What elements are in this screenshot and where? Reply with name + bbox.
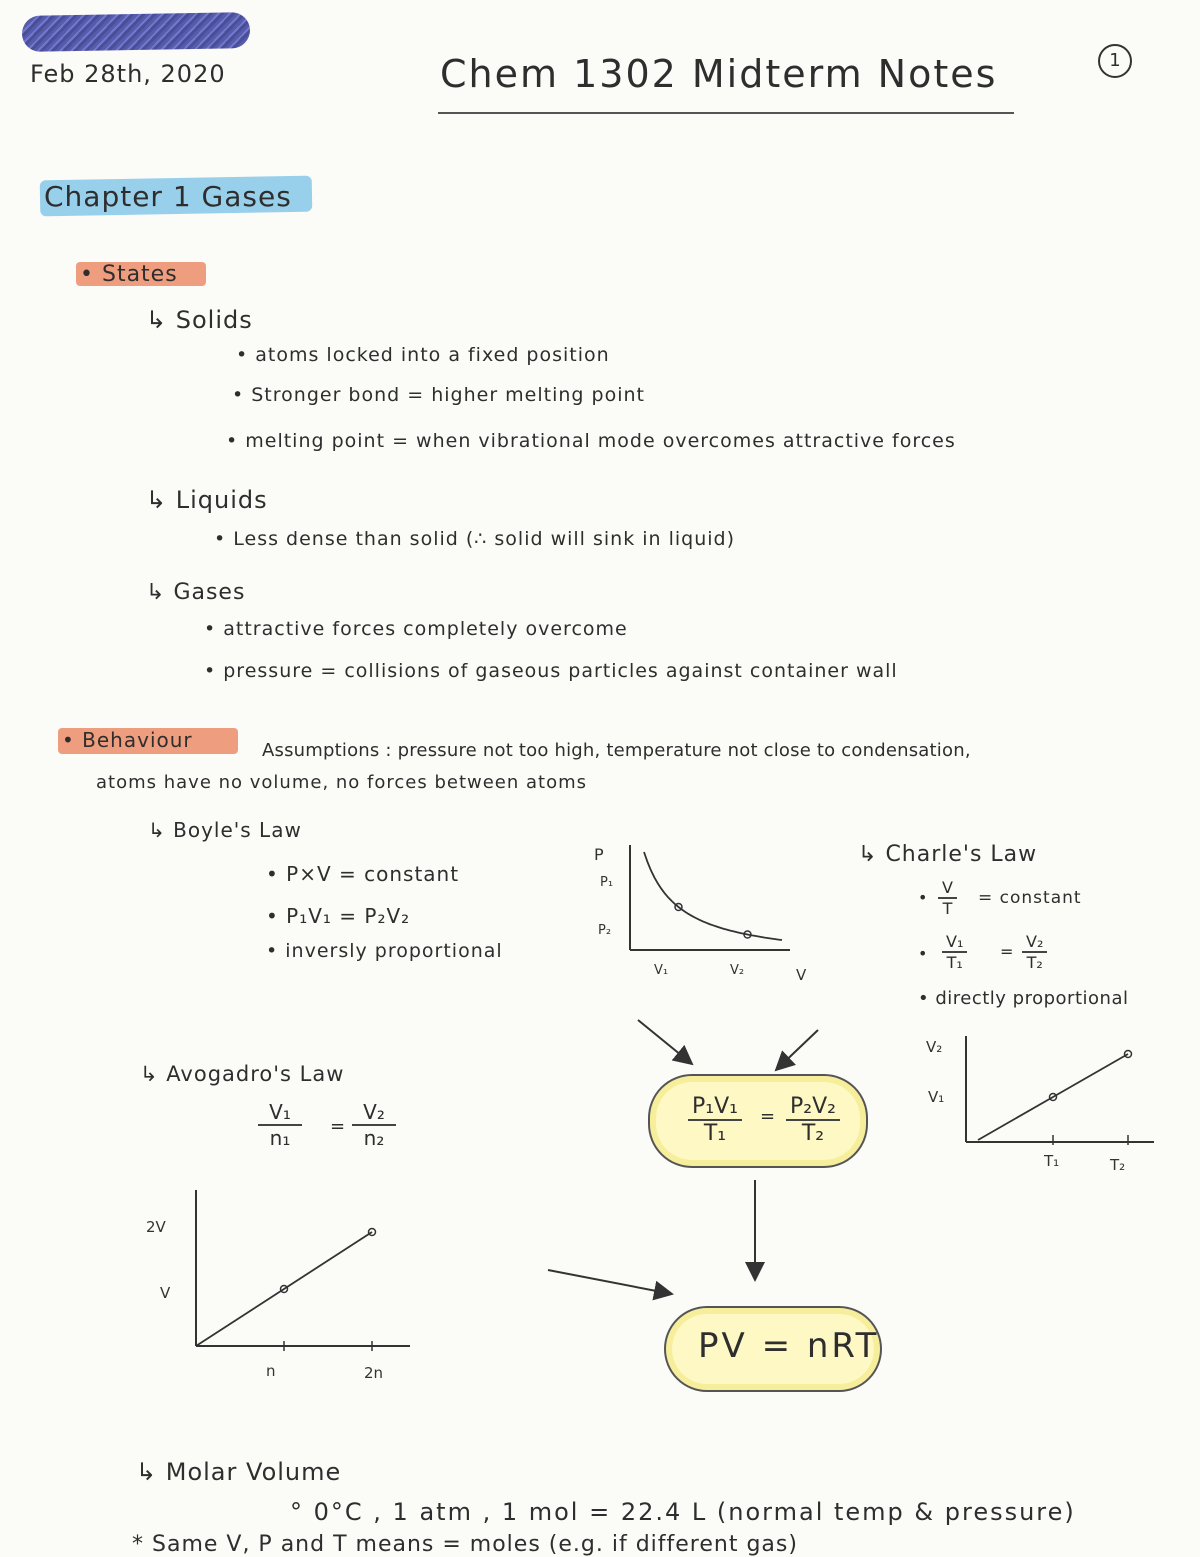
states-heading: • States xyxy=(80,262,178,287)
charles-eq2-right: $\frac{\text{V₂}}{\text{T₂}}$ xyxy=(1022,932,1047,972)
boyles-bullet-1: • P×V = constant xyxy=(266,862,460,886)
molar-volume-line-1: ° 0°C , 1 atm , 1 mol = 22.4 L (normal temp & pressure) xyxy=(290,1498,1076,1526)
avogadro-law-chart xyxy=(146,1190,410,1382)
arrow-icon: ↳ xyxy=(146,306,168,334)
combined-fraction-left: $\frac{\text{P₁V₁}}{\text{T₁}}$ xyxy=(688,1094,742,1146)
molar-volume-label: ↳ Molar Volume xyxy=(136,1458,342,1486)
page-title: Chem 1302 Midterm Notes xyxy=(440,52,998,96)
charles-ytick-1: V₁ xyxy=(928,1088,945,1106)
avogadro-ytick-v: V xyxy=(160,1284,171,1302)
assumptions-line-1: Assumptions : pressure not too high, temperature not close to condensation, xyxy=(262,740,971,761)
arrow-icon: ↳ xyxy=(146,486,168,514)
solids-label: ↳ Solids xyxy=(146,306,253,334)
avogadro-ytick-2v: 2V xyxy=(146,1218,166,1236)
arrow-icon: ↳ xyxy=(858,842,878,867)
arrow-icon: ↳ xyxy=(146,580,166,605)
ideal-gas-law: PV = nRT xyxy=(698,1326,880,1366)
avogadro-xtick-n: n xyxy=(266,1362,276,1380)
avogadro-xtick-2n: 2n xyxy=(364,1364,384,1382)
boyles-xtick-2: V₂ xyxy=(730,963,745,978)
charles-eq1-fraction: $\frac{V}{T}$ xyxy=(938,878,957,918)
boyles-ytick-2: P₂ xyxy=(598,923,612,938)
charles-bullet-dot-1: • xyxy=(918,888,929,907)
gases-bullet-2: • pressure = collisions of gaseous particles against container wall xyxy=(204,660,898,682)
solids-bullet-1: • atoms locked into a fixed position xyxy=(236,344,610,366)
charles-law-chart xyxy=(926,1036,1154,1174)
molar-volume-line-2: * Same V, P and T means = moles (e.g. if different gas) xyxy=(132,1532,798,1557)
behaviour-heading: • Behaviour xyxy=(62,728,193,752)
solids-bullet-2: • Stronger bond = higher melting point xyxy=(232,384,645,406)
boyles-label: ↳ Boyle's Law xyxy=(148,818,302,842)
boyles-ytick-1: P₁ xyxy=(600,875,614,890)
charles-eq1-rhs: = constant xyxy=(978,888,1082,908)
boyles-line xyxy=(644,852,782,940)
charles-eq2-left: $\frac{\text{V₁}}{\text{T₁}}$ xyxy=(942,932,967,972)
arrow-icon: ↳ xyxy=(136,1458,158,1486)
solids-bullet-3: • melting point = when vibrational mode overcomes attractive forces xyxy=(226,430,956,452)
chapter-heading: Chapter 1 Gases xyxy=(44,180,292,213)
boyles-law-chart xyxy=(594,845,807,984)
arrow-from-avogadro xyxy=(548,1270,672,1294)
boyles-bullet-3: • inversly proportional xyxy=(266,940,503,962)
avogadro-line xyxy=(196,1232,372,1346)
boyles-xtick-1: V₁ xyxy=(654,963,669,978)
charles-line xyxy=(978,1054,1128,1140)
boyles-ylabel: P xyxy=(594,845,604,864)
page-number: 1 xyxy=(1098,44,1132,78)
date: Feb 28th, 2020 xyxy=(30,60,226,88)
liquids-bullet-1: • Less dense than solid (∴ solid will sink in liquid) xyxy=(214,528,736,550)
charles-bullet-3: • directly proportional xyxy=(918,988,1129,1009)
boyles-bullet-2: • P₁V₁ = P₂V₂ xyxy=(266,904,411,928)
charles-eq2-equals: = xyxy=(1000,942,1015,961)
charles-bullet-dot-2: • xyxy=(918,944,929,963)
charles-xtick-2: T₂ xyxy=(1110,1156,1126,1174)
boyles-xlabel: V xyxy=(796,966,807,984)
assumptions-line-2: atoms have no volume, no forces between atoms xyxy=(96,772,588,793)
arrow-from-charles xyxy=(776,1030,818,1070)
charles-ytick-2: V₂ xyxy=(926,1038,943,1056)
gases-label: ↳ Gases xyxy=(146,580,246,605)
avogadro-equals: = xyxy=(330,1116,347,1137)
avogadro-label: ↳ Avogadro's Law xyxy=(140,1062,345,1086)
liquids-label: ↳ Liquids xyxy=(146,486,268,514)
arrow-from-boyles xyxy=(638,1020,692,1064)
charles-xtick-1: T₁ xyxy=(1044,1152,1060,1170)
combined-fraction-right: $\frac{\text{P₂V₂}}{\text{T₂}}$ xyxy=(786,1094,840,1146)
avogadro-fraction-right: $\frac{\text{V₂}}{\text{n₂}}$ xyxy=(352,1100,396,1150)
combined-equals: = xyxy=(760,1106,777,1127)
arrow-icon: ↳ xyxy=(140,1062,159,1086)
avogadro-fraction-left: $\frac{\text{V₁}}{\text{n₁}}$ xyxy=(258,1100,302,1150)
arrow-icon: ↳ xyxy=(148,818,166,842)
charles-label: ↳ Charle's Law xyxy=(858,842,1038,867)
gases-bullet-1: • attractive forces completely overcome xyxy=(204,618,628,640)
